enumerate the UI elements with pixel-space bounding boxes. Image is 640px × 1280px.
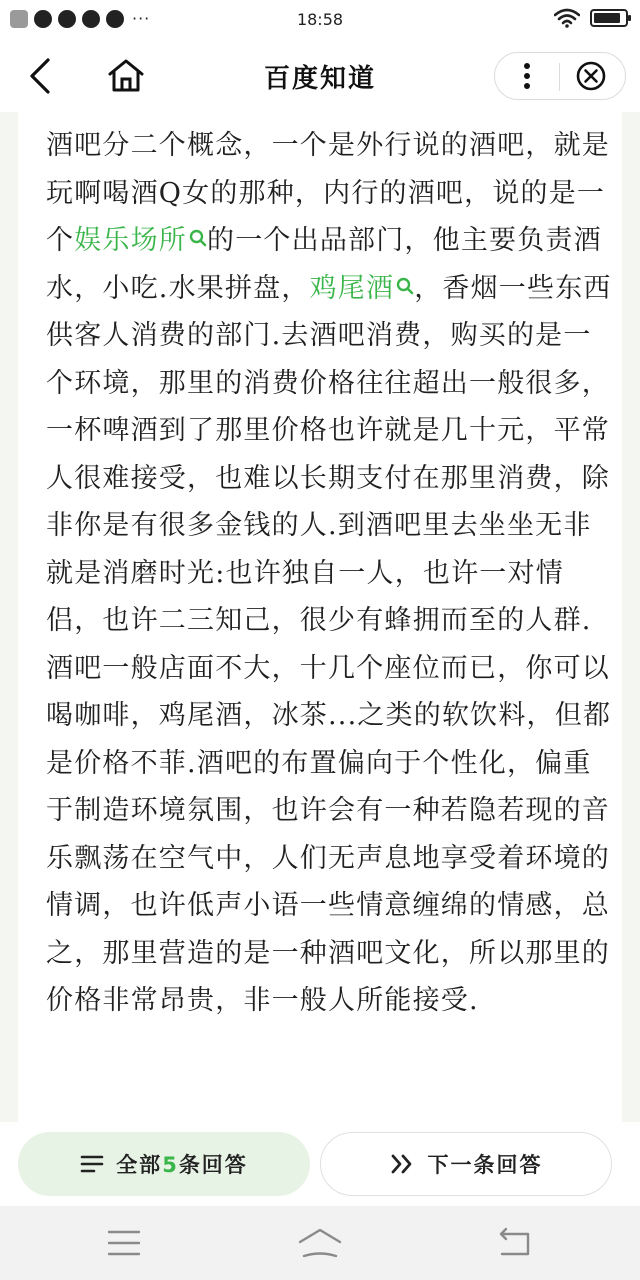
capsule-divider: [559, 63, 560, 91]
system-back-button[interactable]: [492, 1226, 536, 1260]
home-chevron-icon: [296, 1224, 344, 1262]
answer-count: 5: [162, 1153, 179, 1177]
status-icons-right: [554, 8, 628, 28]
header: [0, 40, 640, 112]
next-answer-label: 下一条回答: [427, 1153, 543, 1177]
double-chevron-right-icon: [390, 1153, 416, 1175]
answer-text-segment: 酒吧分二个概念，一个是外行说的酒吧，就是玩啊喝酒Q女的那种，内行的酒吧，说的是一个: [46, 130, 610, 256]
home-icon: [104, 54, 148, 98]
close-circle-icon: [561, 53, 625, 99]
system-home-button[interactable]: [296, 1224, 344, 1262]
page-title: 百度知道: [263, 64, 376, 94]
search-icon: [396, 277, 414, 295]
home-button[interactable]: [104, 54, 148, 98]
answer-text-segment: 的一个出品部门，他主要负责酒水，小吃.水果拼盘，: [46, 225, 602, 304]
answer-action-bar: [0, 1122, 640, 1206]
menu-icon: [104, 1226, 144, 1260]
back-arrow-icon: [20, 54, 64, 98]
system-nav-bar: [0, 1206, 640, 1280]
more-notifications: ···: [132, 9, 151, 28]
status-time: 18:58: [296, 10, 344, 29]
mini-program-capsule: [494, 52, 626, 100]
answer-text-segment: ，香烟一些东西供客人消费的部门.去酒吧消费，购买的是一个环境，那里的消费价格往往超出一般很多，一杯啤酒到了那里价格也许就是几十元，平常人很难接受，也难以长期支付在那里消费，除非你是有很多金钱的人.到酒吧里去坐坐无非就是消磨时光:也许独自一人，也许一对情侣，也许二三知己，很少有蜂拥而至的人群.酒吧一般店面不大，十几个座位而已，你可以喝咖啡，鸡尾酒，冰茶...之类的软饮料，但都是价格不菲.酒吧的布置偏向于个性化，偏重于制造环境氛围，也许会有一种若隐若现的音乐飘荡在空气中，人们无声息地享受着环境的情调，也许低声小语一些情意缠绵的情感，总之，那里营造的是一种酒吧文化，所以那里的价格非常昂贵，非一般人所能接受.: [46, 272, 612, 1016]
close-button[interactable]: [561, 53, 625, 99]
all-answers-suffix: 条回答: [178, 1153, 248, 1177]
all-answers-button[interactable]: [18, 1132, 310, 1196]
next-answer-button[interactable]: [320, 1132, 612, 1196]
keyword-label: 娱乐场所: [74, 225, 188, 256]
all-answers-label: [116, 1149, 248, 1179]
answer-text: [18, 112, 622, 1025]
all-answers-prefix: 全部: [116, 1153, 163, 1177]
battery-level: [594, 13, 620, 23]
return-icon: [492, 1226, 536, 1260]
answer-card: [18, 112, 622, 1122]
search-icon: [189, 229, 207, 247]
more-button[interactable]: [495, 53, 559, 99]
wifi-icon: [554, 8, 580, 28]
list-icon: [80, 1153, 104, 1175]
keyword-link[interactable]: [74, 225, 207, 256]
more-vertical-icon: [495, 53, 559, 99]
status-bar: [0, 0, 640, 40]
back-button[interactable]: [20, 54, 64, 98]
keyword-link[interactable]: [310, 273, 415, 304]
keyword-label: 鸡尾酒: [309, 272, 395, 304]
battery-icon: [590, 9, 628, 27]
recent-apps-button[interactable]: [104, 1226, 144, 1260]
